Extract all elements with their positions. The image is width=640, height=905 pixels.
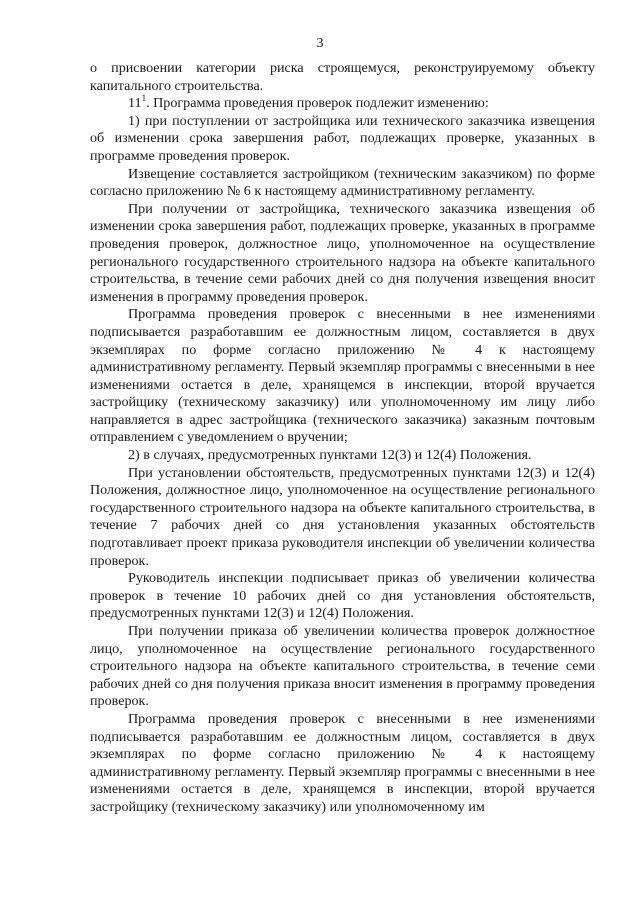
paragraph-circumstances: При установлении обстоятельств, предусмотренных пунктами 12(3) и 12(4) Положения, должностное лицо, уполномоченное на осуществление регионального государственного строительного надзора на объекте капитального строительства, в течение 7 рабочих дней со дня установления указанных обстоятельств подготавливает проект приказа руководителя инспекции об увеличении количества проверок. [90, 464, 595, 569]
paragraph-program-signing-2: Программа проведения проверок с внесенными в нее изменениями подписывается разработавшим ее должностным лицом, составляется в двух экземплярах по форме согласно приложению № 4 к настоящему административному регламенту. Первый экземпляр программы с внесенными в нее изменениями остается в деле, хранящемся в инспекции, второй вручается застройщику (техническому заказчику) или уполномоченному им [90, 710, 595, 815]
document-body [90, 60, 595, 817]
paragraph-program-signing-1: Программа проведения проверок с внесенными в нее изменениями подписывается разработавшим ее должностным лицом, составляется в двух экземплярах по форме согласно приложению № 4 к настоящему административному регламенту. Первый экземпляр программы с внесенными в нее изменениями остается в деле, хранящемся в инспекции, второй вручается застройщику (техническому заказчику) или уполномоченному им лицу либо направляется в адрес застройщика (технического заказчика) заказным почтовым отправлением с уведомлением о вручении; [90, 306, 595, 446]
subitem-2: 2) в случаях, предусмотренных пунктами 12(3) и 12(4) Положения. [128, 447, 532, 464]
paragraph-notice-form: Извещение составляется застройщиком (техническим заказчиком) по форме согласно приложению № 6 к настоящему административному регламенту. [90, 165, 595, 200]
paragraph-order-receipt: При получении приказа об увеличении количества проверок должностное лицо, уполномоченное на осуществление регионального государственного строительного надзора на объекте капитального строительства, в течение семи рабочих дней со дня получения приказа вносит изменения в программу проведения проверок. [90, 623, 595, 710]
paragraph-continuation: о присвоении категории риска строящемуся, реконструируемому объекту капитального строительства. [90, 60, 595, 94]
item-11-heading [90, 92, 595, 113]
paragraph-head-signs-order: Руководитель инспекции подписывает приказ об увеличении количества проверок в течение 10 рабочих дней со дня установления обстоятельств, предусмотренных пунктами 12(3) и 12(4) Положения. [90, 570, 595, 622]
paragraph-notice-receipt: При получении от застройщика, технического заказчика извещения об изменении срока завершения работ, подлежащих проверке, указанных в программе проведения проверок, должностное лицо, уполномоченное на осуществление регионального государственного строительного надзора на объекте капитального строительства, в течение семи рабочих дней со дня получения извещения вносит изменения в программу проведения проверок. [90, 200, 595, 305]
item-11-superscript: 1 [141, 92, 147, 103]
item-11-text: . Программа проведения проверок подлежит изменению: [146, 95, 489, 112]
page-number: 3 [316, 36, 324, 51]
subitem-1: 1) при поступлении от застройщика или технического заказчика извещения об изменении срока завершения работ, подлежащих проверке, указанных в программе проведения проверок. [90, 112, 595, 164]
item-11-number: 11 [128, 95, 142, 112]
